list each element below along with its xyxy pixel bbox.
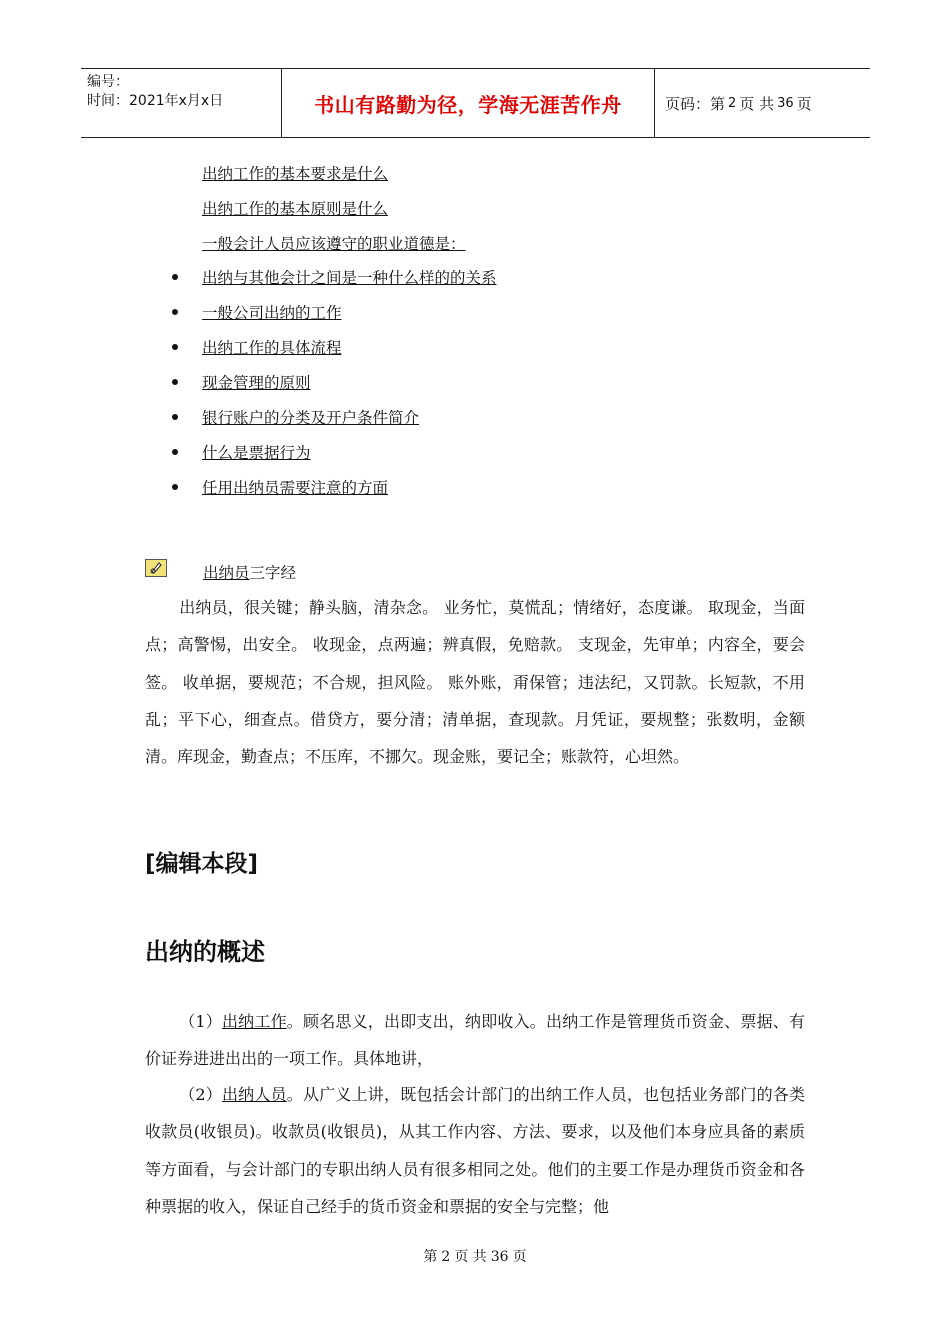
page-mid: 页 共 [739,94,775,113]
toc-link[interactable]: 现金管理的原则 [202,371,311,393]
toc-link[interactable]: 出纳工作的基本要求是什么 [202,165,389,183]
header-meta [81,69,281,137]
toc-link[interactable]: 一般公司出纳的工作 [202,301,342,323]
page-suffix: 页 [796,94,812,113]
paragraph-1: （1）出纳工作。顾名思义，出即支出，纳即收入。出纳工作是管理货币资金、票据、有价证券进进出出的一项工作。具体地讲， [145,1012,805,1069]
bullet-icon [172,309,178,315]
time-label: 时间：2021年x月x日 [87,93,224,109]
header-motto: 书山有路勤为径，学海无涯苦作舟 [314,92,622,117]
toc-link[interactable]: 任用出纳员需要注意的方面 [202,476,388,498]
header-page-info [655,69,870,137]
document-header [81,68,870,138]
bullet-icon [172,484,178,490]
subheading-text: 出纳员三字经 [203,564,297,582]
subheading-link[interactable]: 出纳员 [203,564,250,582]
verse-paragraph: 出纳员，很关键；静头脑，清杂念。 业务忙，莫慌乱；情绪好，态度谦。 取现金，当面点；高警惕，出安全。 收现金，点两遍；辨真假，免赔款。 支现金，先审单；内容全，要会签。 收单据，要规范；不合规，担风险。 账外账，甭保管；违法纪，又罚款。长短款，不用乱；平下心，细查点。借贷方，要分清；清单据，查现款。月凭证，要规整；张数明，金额清。库现金，勤查点；不压库，不挪欠。现金账，要记全；账款符，心坦然。 [145,598,805,767]
bullet-icon [172,449,178,455]
toc-link[interactable]: 出纳工作的具体流程 [202,336,342,358]
term-link[interactable]: 出纳人员 [221,1085,287,1104]
toc-link[interactable]: 什么是票据行为 [202,441,311,463]
toc-link[interactable]: 银行账户的分类及开户条件简介 [202,406,419,428]
edit-icon[interactable] [145,559,167,577]
page-prefix: 页码：第 [665,94,726,113]
bullet-icon [172,379,178,385]
term-link[interactable]: 出纳工作 [221,1012,287,1031]
page-number: 2 [728,95,737,111]
page-total: 36 [777,95,794,111]
toc-link[interactable]: 出纳与其他会计之间是一种什么样的的关系 [202,266,497,288]
edit-section-heading[interactable]: [编辑本段] [145,851,259,877]
toc-link[interactable]: 一般会计人员应该遵守的职业道德是： [202,235,466,253]
page-footer: 第 2 页 共 36 页 [423,1249,527,1265]
bullet-icon [172,344,178,350]
paragraph-2: （2）出纳人员。从广义上讲，既包括会计部门的出纳工作人员，也包括业务部门的各类收款员(收银员)。收款员(收银员)，从其工作内容、方法、要求，以及他们本身应具备的素质等方面看，与会计部门的专职出纳人员有很多相同之处。他们的主要工作是办理货币资金和各种票据的收入，保证自己经手的货币资金和票据的安全与完整；他 [145,1085,805,1216]
number-label: 编号： [87,74,129,90]
toc-link[interactable]: 出纳工作的基本原则是什么 [202,200,389,218]
bullet-icon [172,274,178,280]
bullet-icon [172,414,178,420]
section-title: 出纳的概述 [145,938,265,966]
